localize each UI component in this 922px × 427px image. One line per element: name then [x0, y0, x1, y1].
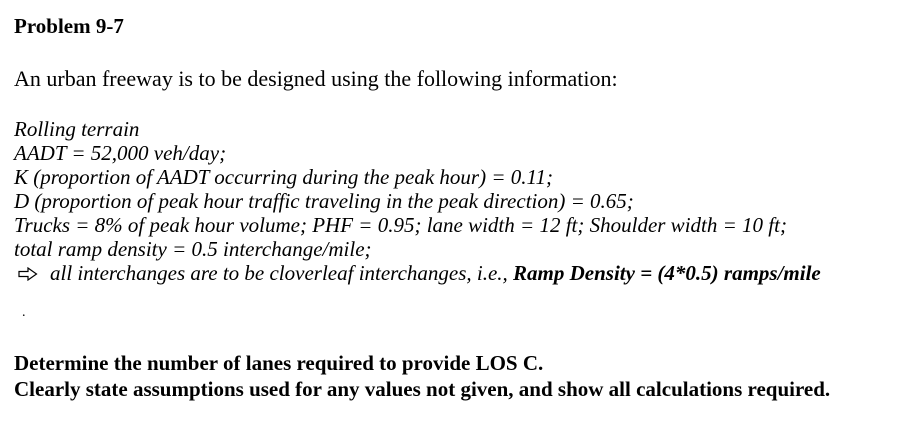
- given-d-factor: D (proportion of peak hour traffic traveling in the peak direction) = 0.65;: [14, 189, 634, 213]
- given-trucks-phf-widths: Trucks = 8% of peak hour volume; PHF = 0.95; lane width = 12 ft; Shoulder width = 10 ft;: [14, 213, 787, 237]
- problem-intro: An urban freeway is to be designed using the following information:: [14, 66, 618, 91]
- stray-mark: .: [22, 305, 26, 320]
- problem-title: Problem 9-7: [14, 14, 124, 38]
- given-k-factor: K (proportion of AADT occurring during the peak hour) = 0.11;: [14, 165, 553, 189]
- given-terrain: Rolling terrain: [14, 117, 140, 141]
- given-information-list: [14, 117, 821, 285]
- ramp-density-formula: Ramp Density = (4*0.5) ramps/mile: [513, 261, 821, 285]
- task-instructions: [14, 350, 830, 402]
- right-arrow-icon: [18, 267, 38, 281]
- task-determine-lanes: Determine the number of lanes required to provide LOS C.: [14, 351, 544, 375]
- given-ramp-density: total ramp density = 0.5 interchange/mile;: [14, 237, 372, 261]
- task-state-assumptions: Clearly state assumptions used for any values not given, and show all calculations required.: [14, 377, 831, 401]
- given-aadt: AADT = 52,000 veh/day;: [14, 141, 227, 165]
- interchange-note-text: all interchanges are to be cloverleaf interchanges, i.e.,: [50, 261, 514, 285]
- interchange-note: [14, 261, 821, 285]
